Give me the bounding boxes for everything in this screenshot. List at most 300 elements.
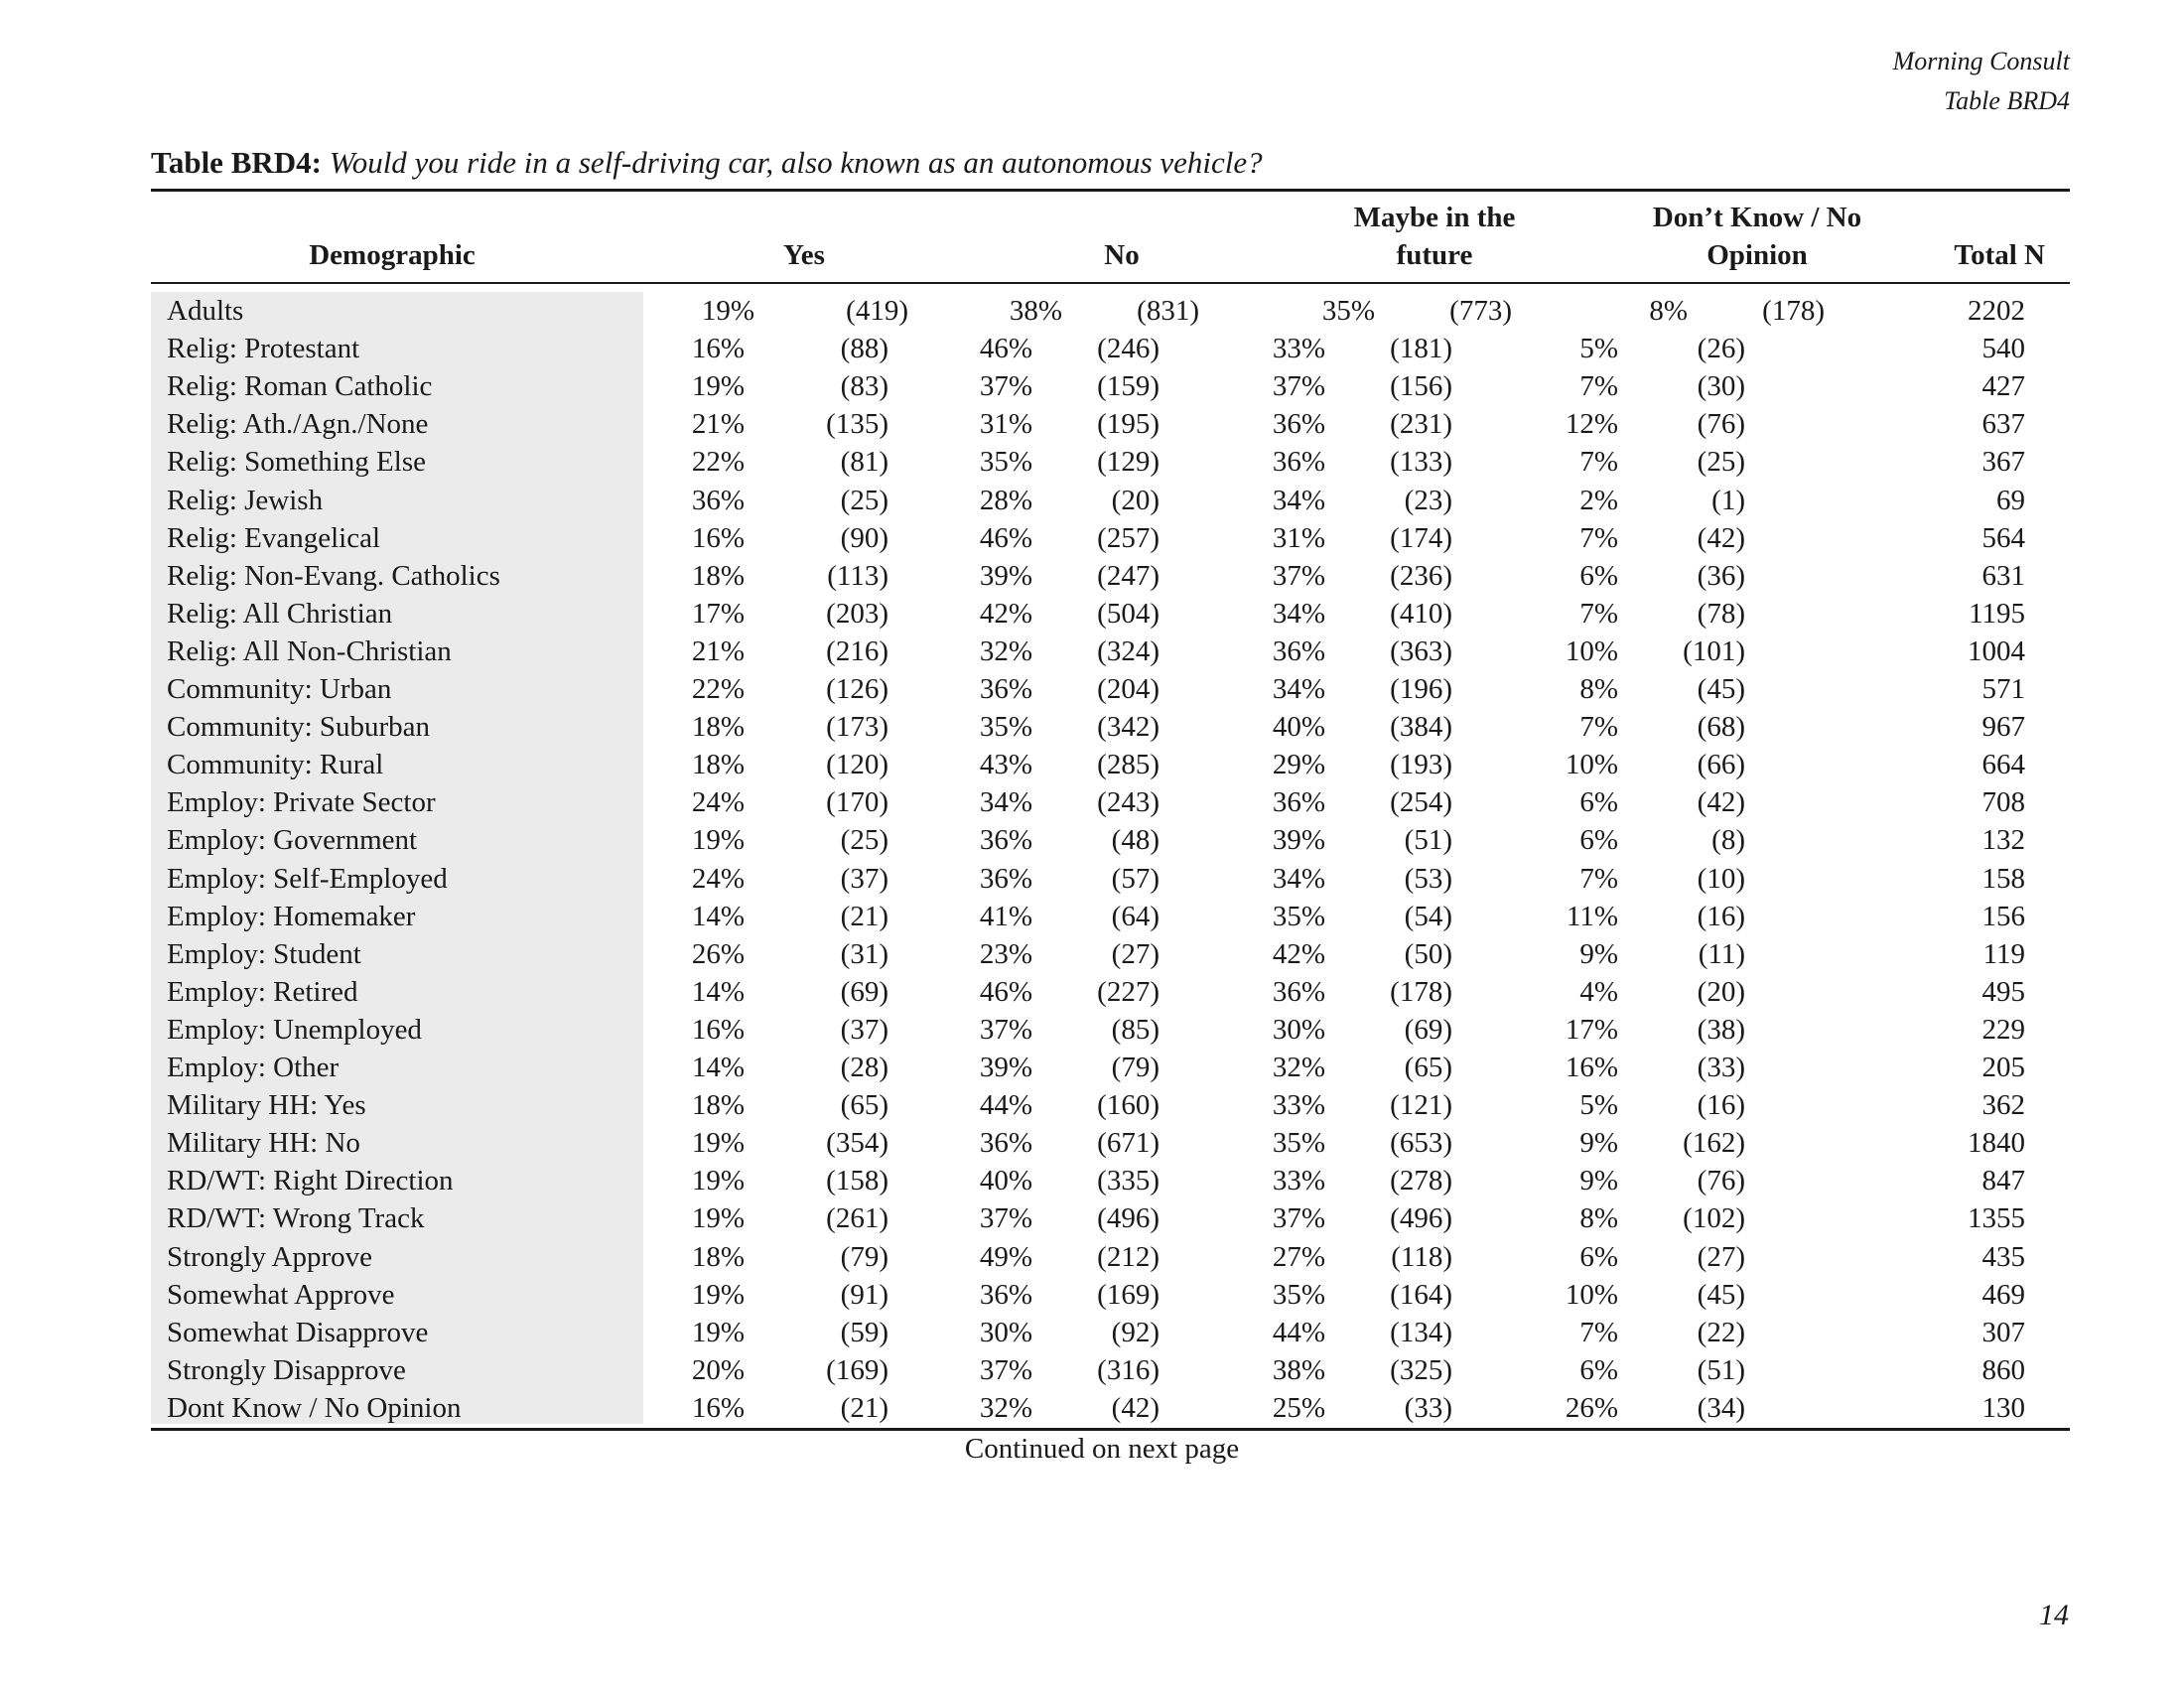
cell-dk-n: (26) bbox=[1697, 333, 1745, 365]
cell-dk-n: (162) bbox=[1683, 1127, 1745, 1160]
table-row bbox=[0, 860, 2184, 898]
cell-maybe-pct: 33% bbox=[1272, 1089, 1325, 1122]
cell-dk-n: (45) bbox=[1697, 673, 1745, 705]
cell-dk-n: (16) bbox=[1697, 900, 1745, 932]
cell-maybe-pct: 36% bbox=[1272, 975, 1325, 1008]
cell-no-pct: 32% bbox=[979, 634, 1032, 667]
cell-dk-n: (178) bbox=[1762, 295, 1825, 327]
cell-yes-pct: 16% bbox=[691, 521, 745, 554]
cell-total-n: 1840 bbox=[1968, 1127, 2025, 1160]
cell-no-n: (48) bbox=[1111, 824, 1160, 857]
cell-no-n: (227) bbox=[1097, 975, 1160, 1008]
cell-yes-pct: 14% bbox=[691, 900, 745, 932]
cell-demographic: Somewhat Approve bbox=[167, 1278, 395, 1311]
cell-demographic: Relig: Protestant bbox=[167, 333, 360, 365]
cell-dk-pct: 8% bbox=[1579, 673, 1618, 705]
cell-demographic: Strongly Approve bbox=[167, 1240, 373, 1273]
cell-yes-n: (354) bbox=[826, 1127, 888, 1160]
cell-yes-pct: 19% bbox=[691, 1165, 745, 1197]
cell-maybe-n: (53) bbox=[1404, 862, 1452, 895]
table-row bbox=[0, 935, 2184, 973]
cell-maybe-n: (121) bbox=[1390, 1089, 1452, 1122]
cell-total-n: 1195 bbox=[1969, 597, 2025, 630]
cell-demographic: Strongly Disapprove bbox=[167, 1353, 406, 1386]
cell-no-n: (79) bbox=[1111, 1052, 1160, 1083]
cell-yes-pct: 19% bbox=[691, 1316, 745, 1348]
cell-yes-n: (25) bbox=[840, 484, 888, 516]
cell-yes-pct: 24% bbox=[691, 786, 745, 819]
cell-demographic: Relig: Jewish bbox=[167, 484, 324, 516]
cell-yes-pct: 19% bbox=[691, 370, 745, 403]
cell-maybe-pct: 33% bbox=[1272, 333, 1325, 365]
cell-no-pct: 42% bbox=[979, 597, 1032, 630]
cell-yes-n: (91) bbox=[840, 1278, 888, 1311]
table-row bbox=[0, 821, 2184, 859]
cell-yes-pct: 16% bbox=[691, 1391, 745, 1424]
cell-dk-pct: 6% bbox=[1579, 1353, 1618, 1386]
cell-yes-n: (135) bbox=[826, 408, 888, 441]
cell-yes-n: (28) bbox=[840, 1052, 888, 1083]
cell-yes-n: (81) bbox=[840, 446, 888, 479]
cell-no-n: (195) bbox=[1097, 408, 1160, 441]
cell-maybe-n: (134) bbox=[1390, 1316, 1452, 1348]
cell-maybe-pct: 36% bbox=[1272, 786, 1325, 819]
cell-yes-pct: 18% bbox=[691, 711, 745, 744]
col-header-no: No bbox=[1104, 239, 1140, 271]
cell-maybe-n: (156) bbox=[1390, 370, 1452, 403]
cell-maybe-n: (51) bbox=[1404, 824, 1452, 857]
cell-dk-pct: 12% bbox=[1565, 408, 1618, 441]
cell-demographic: Relig: Something Else bbox=[167, 446, 426, 479]
cell-maybe-pct: 27% bbox=[1272, 1240, 1325, 1273]
cell-maybe-pct: 32% bbox=[1272, 1052, 1325, 1083]
cell-dk-n: (66) bbox=[1697, 749, 1745, 781]
cell-maybe-n: (54) bbox=[1404, 900, 1452, 932]
cell-demographic: Employ: Homemaker bbox=[167, 900, 416, 932]
table-top-rule bbox=[151, 189, 2070, 192]
cell-no-n: (169) bbox=[1097, 1278, 1160, 1311]
cell-yes-pct: 36% bbox=[691, 484, 745, 516]
cell-no-pct: 38% bbox=[1009, 295, 1062, 327]
cell-dk-n: (25) bbox=[1697, 446, 1745, 479]
cell-maybe-pct: 42% bbox=[1272, 937, 1325, 970]
col-header-dk-line1: Don’t Know / No bbox=[1652, 202, 1862, 233]
cell-yes-pct: 17% bbox=[691, 597, 745, 630]
cell-no-n: (496) bbox=[1097, 1202, 1160, 1235]
cell-dk-pct: 26% bbox=[1565, 1391, 1618, 1424]
cell-no-n: (159) bbox=[1097, 370, 1160, 403]
cell-no-pct: 40% bbox=[979, 1165, 1032, 1197]
cell-yes-pct: 18% bbox=[691, 559, 745, 592]
cell-yes-n: (203) bbox=[826, 597, 888, 630]
page-header bbox=[1893, 42, 2070, 121]
cell-yes-pct: 16% bbox=[691, 1013, 745, 1046]
table-row bbox=[0, 1351, 2184, 1389]
cell-no-pct: 28% bbox=[979, 484, 1032, 516]
cell-yes-pct: 19% bbox=[701, 295, 754, 327]
cell-no-pct: 30% bbox=[979, 1316, 1032, 1348]
cell-yes-pct: 19% bbox=[691, 1278, 745, 1311]
table-row bbox=[0, 482, 2184, 519]
cell-no-pct: 37% bbox=[979, 1353, 1032, 1386]
cell-no-n: (42) bbox=[1111, 1391, 1160, 1424]
cell-yes-n: (126) bbox=[826, 673, 888, 705]
cell-yes-pct: 20% bbox=[691, 1353, 745, 1386]
cell-yes-n: (173) bbox=[826, 711, 888, 744]
cell-maybe-n: (410) bbox=[1390, 597, 1452, 630]
cell-maybe-pct: 36% bbox=[1272, 408, 1325, 441]
cell-no-n: (204) bbox=[1097, 673, 1160, 705]
cell-dk-pct: 7% bbox=[1579, 711, 1618, 744]
table-row bbox=[0, 330, 2184, 367]
cell-dk-pct: 11% bbox=[1566, 900, 1618, 932]
cell-demographic: Employ: Private Sector bbox=[167, 786, 436, 819]
cell-maybe-pct: 36% bbox=[1272, 446, 1325, 479]
table-row bbox=[0, 1199, 2184, 1237]
cell-demographic: Community: Suburban bbox=[167, 711, 431, 744]
cell-yes-n: (31) bbox=[840, 937, 888, 970]
cell-no-n: (92) bbox=[1111, 1316, 1160, 1348]
cell-yes-n: (59) bbox=[840, 1316, 888, 1348]
cell-no-n: (85) bbox=[1111, 1013, 1160, 1046]
cell-maybe-pct: 35% bbox=[1272, 1127, 1325, 1160]
cell-dk-n: (30) bbox=[1697, 370, 1745, 403]
col-header-dont-know bbox=[1588, 199, 1926, 274]
cell-demographic: Relig: All Christian bbox=[167, 597, 393, 630]
cell-dk-pct: 6% bbox=[1579, 786, 1618, 819]
cell-dk-pct: 9% bbox=[1579, 1127, 1618, 1160]
table-row bbox=[0, 1276, 2184, 1314]
cell-no-pct: 35% bbox=[979, 446, 1032, 479]
cell-dk-pct: 9% bbox=[1579, 1165, 1618, 1197]
cell-no-pct: 37% bbox=[979, 1202, 1032, 1235]
table-row bbox=[0, 746, 2184, 783]
cell-yes-pct: 14% bbox=[691, 975, 745, 1008]
cell-no-pct: 36% bbox=[979, 673, 1032, 705]
cell-no-pct: 32% bbox=[979, 1391, 1032, 1424]
cell-demographic: Military HH: No bbox=[167, 1127, 360, 1160]
cell-yes-n: (158) bbox=[826, 1165, 888, 1197]
cell-yes-n: (25) bbox=[840, 824, 888, 857]
table-row bbox=[0, 783, 2184, 821]
cell-maybe-pct: 37% bbox=[1272, 370, 1325, 403]
cell-total-n: 847 bbox=[1981, 1165, 2025, 1197]
cell-maybe-pct: 31% bbox=[1272, 521, 1325, 554]
cell-no-pct: 36% bbox=[979, 862, 1032, 895]
cell-maybe-pct: 38% bbox=[1272, 1353, 1325, 1386]
cell-maybe-pct: 30% bbox=[1272, 1013, 1325, 1046]
cell-total-n: 967 bbox=[1981, 711, 2025, 744]
cell-no-n: (212) bbox=[1097, 1240, 1160, 1273]
cell-dk-n: (36) bbox=[1697, 559, 1745, 592]
cell-dk-n: (34) bbox=[1697, 1391, 1745, 1424]
cell-dk-n: (10) bbox=[1697, 862, 1745, 895]
cell-maybe-n: (181) bbox=[1390, 333, 1452, 365]
cell-maybe-pct: 40% bbox=[1272, 711, 1325, 744]
cell-maybe-n: (363) bbox=[1390, 634, 1452, 667]
table-row bbox=[0, 1162, 2184, 1199]
cell-yes-pct: 19% bbox=[691, 824, 745, 857]
cell-dk-pct: 10% bbox=[1565, 1278, 1618, 1311]
cell-maybe-n: (50) bbox=[1404, 937, 1452, 970]
cell-maybe-pct: 39% bbox=[1272, 824, 1325, 857]
cell-no-pct: 49% bbox=[979, 1240, 1032, 1273]
cell-dk-n: (33) bbox=[1697, 1052, 1745, 1083]
cell-yes-pct: 18% bbox=[691, 1089, 745, 1122]
cell-demographic: Employ: Government bbox=[167, 824, 418, 857]
cell-total-n: 158 bbox=[1981, 862, 2025, 895]
cell-dk-pct: 7% bbox=[1579, 446, 1618, 479]
cell-dk-n: (51) bbox=[1697, 1353, 1745, 1386]
cell-dk-pct: 9% bbox=[1579, 937, 1618, 970]
cell-total-n: 427 bbox=[1981, 370, 2025, 403]
cell-total-n: 637 bbox=[1981, 408, 2025, 441]
cell-maybe-n: (193) bbox=[1390, 749, 1452, 781]
col-header-dk-line2: Opinion bbox=[1706, 239, 1808, 271]
table-row bbox=[0, 405, 2184, 443]
cell-total-n: 540 bbox=[1981, 333, 2025, 365]
cell-maybe-n: (23) bbox=[1404, 484, 1452, 516]
cell-dk-n: (8) bbox=[1711, 824, 1745, 857]
table-row bbox=[0, 670, 2184, 708]
cell-no-n: (342) bbox=[1097, 711, 1160, 744]
cell-no-n: (285) bbox=[1097, 749, 1160, 781]
cell-demographic: RD/WT: Right Direction bbox=[167, 1165, 454, 1197]
cell-dk-n: (20) bbox=[1697, 975, 1745, 1008]
cell-dk-pct: 17% bbox=[1565, 1013, 1618, 1046]
cell-demographic: Employ: Retired bbox=[167, 975, 358, 1008]
cell-no-n: (129) bbox=[1097, 446, 1160, 479]
cell-maybe-n: (178) bbox=[1390, 975, 1452, 1008]
cell-no-pct: 23% bbox=[979, 937, 1032, 970]
table-row bbox=[0, 443, 2184, 481]
cell-no-n: (504) bbox=[1097, 597, 1160, 630]
cell-no-n: (160) bbox=[1097, 1089, 1160, 1122]
cell-total-n: 495 bbox=[1981, 975, 2025, 1008]
cell-no-n: (243) bbox=[1097, 786, 1160, 819]
cell-yes-pct: 26% bbox=[691, 937, 745, 970]
cell-no-pct: 37% bbox=[979, 370, 1032, 403]
cell-maybe-n: (196) bbox=[1390, 673, 1452, 705]
cell-no-pct: 36% bbox=[979, 1278, 1032, 1311]
cell-yes-pct: 14% bbox=[691, 1052, 745, 1083]
cell-maybe-pct: 33% bbox=[1272, 1165, 1325, 1197]
cell-dk-n: (102) bbox=[1683, 1202, 1745, 1235]
cell-yes-n: (37) bbox=[840, 1013, 888, 1046]
cell-yes-n: (170) bbox=[826, 786, 888, 819]
cell-yes-n: (69) bbox=[840, 975, 888, 1008]
cell-maybe-n: (236) bbox=[1390, 559, 1452, 592]
cell-demographic: Relig: Non-Evang. Catholics bbox=[167, 559, 500, 592]
cell-no-pct: 44% bbox=[979, 1089, 1032, 1122]
cell-total-n: 2202 bbox=[1968, 295, 2025, 327]
cell-dk-n: (68) bbox=[1697, 711, 1745, 744]
cell-maybe-n: (65) bbox=[1404, 1052, 1452, 1083]
cell-dk-pct: 16% bbox=[1565, 1052, 1618, 1083]
header-bottom-rule bbox=[151, 282, 2070, 284]
cell-maybe-n: (69) bbox=[1404, 1013, 1452, 1046]
table-row bbox=[0, 519, 2184, 557]
col-header-yes: Yes bbox=[783, 239, 825, 271]
cell-demographic: Relig: Ath./Agn./None bbox=[167, 408, 429, 441]
cell-no-n: (64) bbox=[1111, 900, 1160, 932]
cell-no-pct: 46% bbox=[979, 333, 1032, 365]
cell-no-n: (671) bbox=[1097, 1127, 1160, 1160]
cell-maybe-n: (496) bbox=[1390, 1202, 1452, 1235]
cell-dk-pct: 6% bbox=[1579, 1240, 1618, 1273]
cell-total-n: 205 bbox=[1981, 1052, 2025, 1083]
cell-total-n: 362 bbox=[1981, 1089, 2025, 1122]
col-header-demographic: Demographic bbox=[309, 239, 476, 271]
cell-no-n: (831) bbox=[1137, 295, 1199, 327]
cell-demographic: Employ: Student bbox=[167, 937, 361, 970]
cell-dk-pct: 10% bbox=[1565, 634, 1618, 667]
table-title-question: Would you ride in a self-driving car, also known as an autonomous vehicle? bbox=[329, 145, 1263, 180]
col-header-maybe-line2: future bbox=[1396, 239, 1473, 271]
cell-no-pct: 43% bbox=[979, 749, 1032, 781]
cell-yes-pct: 18% bbox=[691, 1240, 745, 1273]
cell-no-pct: 34% bbox=[979, 786, 1032, 819]
cell-dk-pct: 7% bbox=[1579, 1316, 1618, 1348]
cell-maybe-pct: 35% bbox=[1321, 295, 1375, 327]
cell-yes-n: (419) bbox=[846, 295, 908, 327]
table-row bbox=[0, 1011, 2184, 1049]
table-row bbox=[0, 1389, 2184, 1427]
cell-yes-pct: 18% bbox=[691, 749, 745, 781]
table-row bbox=[0, 633, 2184, 670]
cell-maybe-n: (33) bbox=[1404, 1391, 1452, 1424]
cell-dk-n: (27) bbox=[1697, 1240, 1745, 1273]
cell-no-n: (20) bbox=[1111, 484, 1160, 516]
table-row bbox=[0, 557, 2184, 595]
cell-no-pct: 37% bbox=[979, 1013, 1032, 1046]
cell-demographic: RD/WT: Wrong Track bbox=[167, 1202, 425, 1235]
cell-dk-n: (42) bbox=[1697, 786, 1745, 819]
cell-total-n: 119 bbox=[1982, 937, 2025, 970]
cell-total-n: 631 bbox=[1981, 559, 2025, 592]
cell-yes-n: (21) bbox=[840, 1391, 888, 1424]
cell-yes-pct: 21% bbox=[691, 634, 745, 667]
cell-maybe-n: (133) bbox=[1390, 446, 1452, 479]
table-row bbox=[0, 898, 2184, 935]
cell-no-pct: 31% bbox=[979, 408, 1032, 441]
table-row bbox=[0, 367, 2184, 405]
cell-maybe-n: (325) bbox=[1390, 1353, 1452, 1386]
cell-no-n: (257) bbox=[1097, 521, 1160, 554]
cell-no-n: (316) bbox=[1097, 1353, 1160, 1386]
header-table-id: Table BRD4 bbox=[1944, 86, 2070, 115]
cell-demographic: Somewhat Disapprove bbox=[167, 1316, 429, 1348]
cell-no-pct: 46% bbox=[979, 521, 1032, 554]
cell-demographic: Employ: Other bbox=[167, 1052, 340, 1083]
cell-total-n: 156 bbox=[1981, 900, 2025, 932]
cell-dk-n: (76) bbox=[1697, 1165, 1745, 1197]
table-row bbox=[0, 292, 2184, 330]
cell-maybe-pct: 34% bbox=[1272, 484, 1325, 516]
cell-total-n: 229 bbox=[1981, 1013, 2025, 1046]
cell-no-n: (247) bbox=[1097, 559, 1160, 592]
cell-maybe-n: (653) bbox=[1390, 1127, 1452, 1160]
cell-yes-n: (37) bbox=[840, 862, 888, 895]
cell-yes-pct: 24% bbox=[691, 862, 745, 895]
table-row bbox=[0, 1238, 2184, 1276]
col-header-maybe bbox=[1286, 199, 1583, 274]
cell-yes-pct: 19% bbox=[691, 1127, 745, 1160]
cell-yes-n: (120) bbox=[826, 749, 888, 781]
cell-dk-pct: 6% bbox=[1579, 559, 1618, 592]
cell-demographic: Relig: Evangelical bbox=[167, 521, 381, 554]
cell-yes-n: (90) bbox=[840, 521, 888, 554]
cell-dk-n: (1) bbox=[1711, 484, 1745, 516]
cell-dk-pct: 8% bbox=[1649, 295, 1688, 327]
page-number: 14 bbox=[2039, 1599, 2069, 1631]
cell-maybe-pct: 34% bbox=[1272, 597, 1325, 630]
cell-dk-n: (101) bbox=[1683, 634, 1745, 667]
cell-no-pct: 36% bbox=[979, 1127, 1032, 1160]
cell-no-pct: 41% bbox=[979, 900, 1032, 932]
cell-total-n: 564 bbox=[1981, 521, 2025, 554]
cell-total-n: 435 bbox=[1981, 1240, 2025, 1273]
cell-maybe-n: (384) bbox=[1390, 711, 1452, 744]
cell-total-n: 1355 bbox=[1968, 1202, 2025, 1235]
cell-dk-pct: 2% bbox=[1579, 484, 1618, 516]
cell-maybe-n: (174) bbox=[1390, 521, 1452, 554]
cell-dk-n: (45) bbox=[1697, 1278, 1745, 1311]
header-org: Morning Consult bbox=[1892, 47, 2070, 75]
cell-yes-pct: 21% bbox=[691, 408, 745, 441]
cell-total-n: 469 bbox=[1981, 1278, 2025, 1311]
cell-total-n: 1004 bbox=[1968, 634, 2025, 667]
cell-no-pct: 39% bbox=[979, 1052, 1032, 1083]
cell-dk-pct: 7% bbox=[1579, 597, 1618, 630]
cell-demographic: Dont Know / No Opinion bbox=[167, 1391, 462, 1424]
cell-dk-n: (78) bbox=[1697, 597, 1745, 630]
cell-yes-n: (261) bbox=[826, 1202, 888, 1235]
cell-total-n: 132 bbox=[1981, 824, 2025, 857]
cell-maybe-pct: 37% bbox=[1272, 559, 1325, 592]
cell-maybe-pct: 37% bbox=[1272, 1202, 1325, 1235]
cell-dk-pct: 10% bbox=[1565, 749, 1618, 781]
cell-total-n: 307 bbox=[1981, 1316, 2025, 1348]
cell-demographic: Military HH: Yes bbox=[167, 1089, 366, 1122]
cell-yes-pct: 22% bbox=[691, 673, 745, 705]
cell-dk-pct: 7% bbox=[1579, 862, 1618, 895]
cell-dk-pct: 6% bbox=[1579, 824, 1618, 857]
cell-maybe-n: (773) bbox=[1449, 295, 1512, 327]
table-row bbox=[0, 973, 2184, 1011]
cell-yes-pct: 16% bbox=[691, 333, 745, 365]
cell-total-n: 367 bbox=[1981, 446, 2025, 479]
cell-dk-pct: 4% bbox=[1579, 975, 1618, 1008]
col-header-maybe-line1: Maybe in the bbox=[1353, 202, 1516, 233]
cell-total-n: 130 bbox=[1981, 1391, 2025, 1424]
cell-maybe-pct: 35% bbox=[1272, 900, 1325, 932]
col-header-total-n: Total N bbox=[1954, 239, 2045, 271]
cell-demographic: Relig: Roman Catholic bbox=[167, 370, 433, 403]
cell-maybe-pct: 34% bbox=[1272, 673, 1325, 705]
cell-dk-pct: 7% bbox=[1579, 521, 1618, 554]
cell-total-n: 860 bbox=[1981, 1353, 2025, 1386]
cell-maybe-n: (278) bbox=[1390, 1165, 1452, 1197]
cell-yes-n: (79) bbox=[840, 1240, 888, 1273]
cell-demographic: Adults bbox=[167, 295, 244, 327]
cell-total-n: 708 bbox=[1981, 786, 2025, 819]
cell-yes-n: (216) bbox=[826, 634, 888, 667]
cell-maybe-pct: 36% bbox=[1272, 634, 1325, 667]
table-row bbox=[0, 595, 2184, 633]
cell-no-n: (57) bbox=[1111, 862, 1160, 895]
cell-yes-n: (169) bbox=[826, 1353, 888, 1386]
